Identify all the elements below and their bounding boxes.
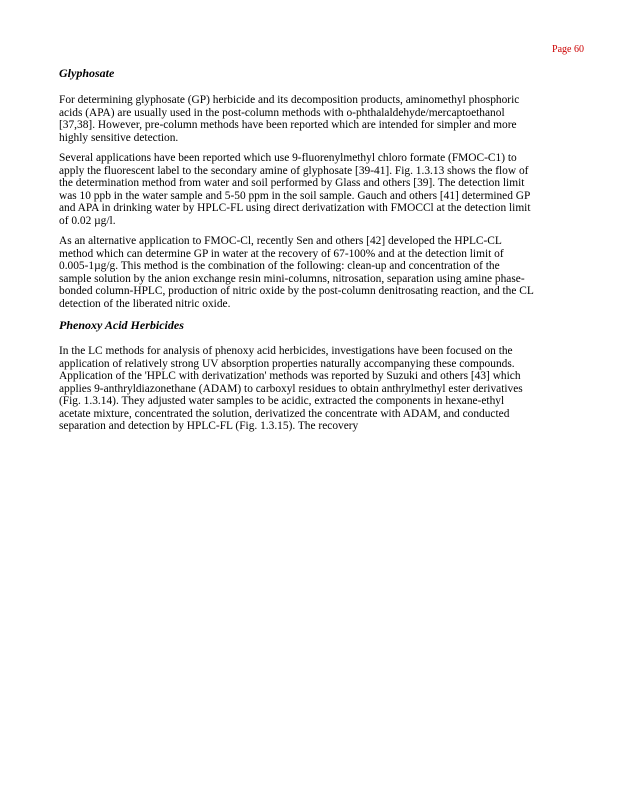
text-line: acids (APA) are usually used in the post-column methods with o-phthalaldehyde/mercaptoethanol <box>59 106 505 119</box>
text-line: was 10 ppb in the water sample and 5-50 ppm in the soil sample. Gauch and others [41] determined GP <box>59 189 531 202</box>
text-line: applies 9-anthryldiazonethane (ADAM) to carboxyl residues to obtain anthrylmethyl ester derivatives <box>59 382 523 395</box>
text-line: and APA in drinking water by HPLC-FL using direct derivatization with FMOCCl at the detection limit <box>59 202 531 214</box>
page-number: Page 60 <box>552 44 584 55</box>
text-line: As an alternative application to FMOC-Cl, recently Sen and others [42] developed the HPLC-CL <box>59 235 502 247</box>
text-line: acetate mixture, concentrated the solution, derivatized the concentrate with ADAM, and conducted <box>59 407 510 420</box>
text-line: Several applications have been reported which use 9-fluorenylmethyl chloro formate (FMOC-C1) to <box>59 152 517 164</box>
text-line: highly sensitive detection. <box>59 131 179 144</box>
section-heading-glyphosate: Glyphosate <box>59 66 115 80</box>
text-line: the determination method from water and soil performed by Glass and others [39]. The detection limit <box>59 177 525 189</box>
section-heading-phenoxy-acid-herbicides: Phenoxy Acid Herbicides <box>59 318 184 332</box>
text-line: application of relatively strong UV absorption properties naturally accompanying these compounds. <box>59 357 515 370</box>
paragraph-glyphosate-intro <box>59 94 587 144</box>
text-line: separation and detection by HPLC-FL (Fig. 1.3.15). The recovery <box>59 420 359 432</box>
text-line: apply the fluorescent label to the secondary amine of glyphosate [39-41]. Fig. 1.3.13 shows the flow of <box>59 164 529 177</box>
text-line: sample solution by the anion exchange resin mini-columns, nitrosation, separation using amine phase- <box>59 272 525 285</box>
text-line: bonded column-HPLC, production of nitric oxide by the post-column denitrosating reaction, and the CL <box>59 285 534 297</box>
text-line: In the LC methods for analysis of phenoxy acid herbicides, investigations have been focused on the <box>59 345 513 357</box>
text-line: method which can determine GP in water at the recovery of 67-100% and at the detection limit of <box>59 247 504 260</box>
document-body <box>59 66 587 441</box>
paragraph-hplc-cl-method <box>59 235 587 310</box>
text-line: detection of the liberated nitric oxide. <box>59 297 231 310</box>
text-line: (Fig. 1.3.14). They adjusted water samples to be acidic, extracted the components in hexane-ethyl <box>59 395 505 407</box>
text-line: For determining glyphosate (GP) herbicide and its decomposition products, aminomethyl phosphoric <box>59 94 520 106</box>
text-line: 0.005-1µg/g. This method is the combination of the following: clean-up and concentration of the <box>59 260 500 272</box>
text-line: of 0.02 µg/l. <box>59 214 116 227</box>
paragraph-phenoxy-lc-methods <box>59 345 587 433</box>
text-line: Application of the 'HPLC with derivatization' methods was reported by Suzuki and others [43] which <box>59 370 521 382</box>
paragraph-fmoc-applications <box>59 152 587 227</box>
text-line: [37,38]. However, pre-column methods have been reported which are intended for simpler and more <box>59 119 517 131</box>
